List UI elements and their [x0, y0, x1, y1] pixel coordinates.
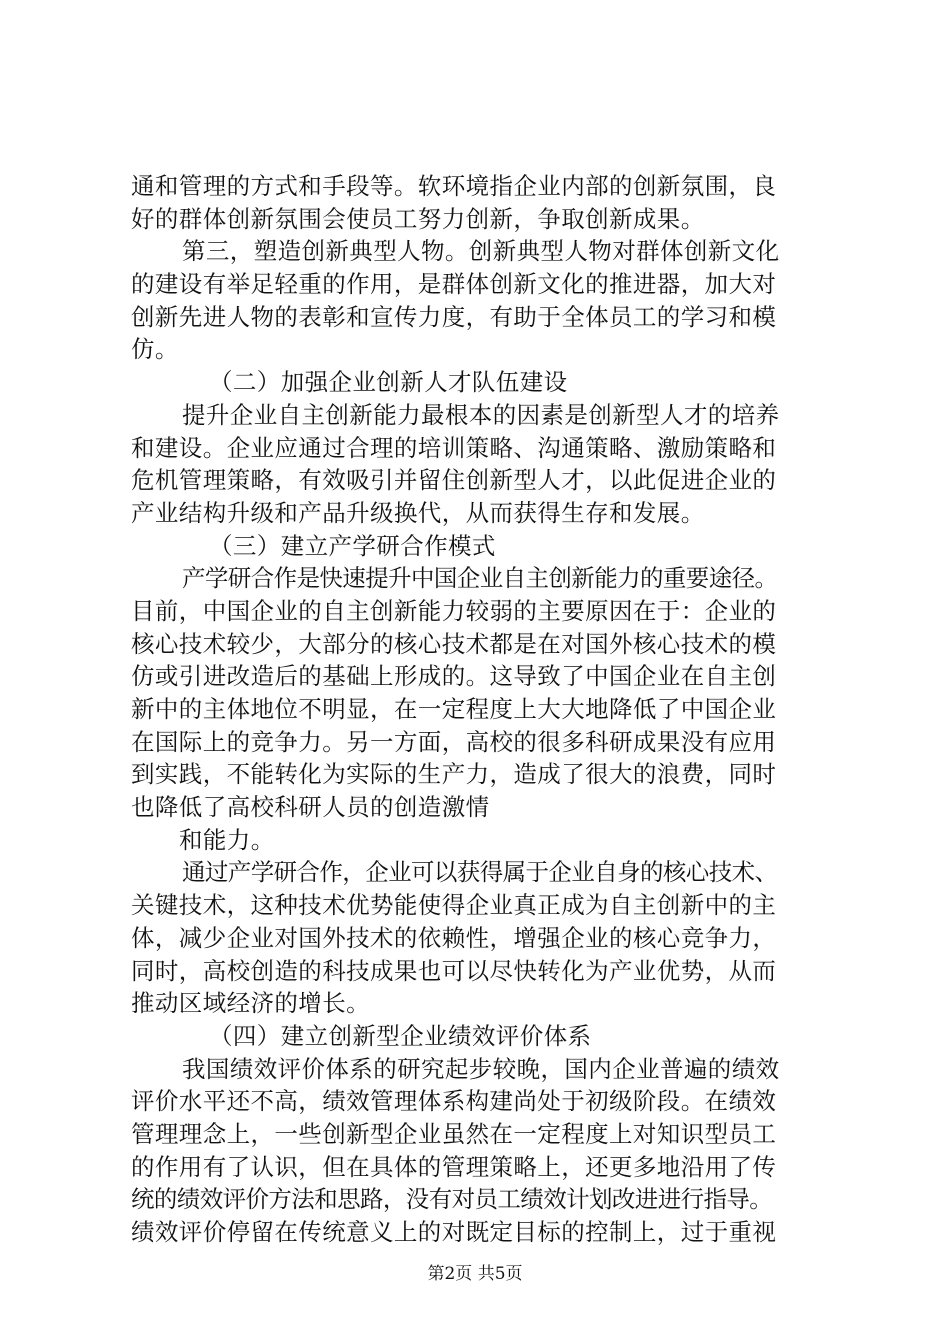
- text-line: 体，减少企业对国外技术的依赖性，增强企业的核心竞争力，: [131, 923, 777, 952]
- paragraph-start-line: 我国绩效评价体系的研究起步较晚，国内企业普遍的绩效: [182, 1054, 780, 1083]
- text-line: 到实践，不能转化为实际的生产力，造成了很大的浪费，同时: [131, 760, 777, 789]
- text-line: 同时，高校创造的科技成果也可以尽快转化为产业优势，从而: [131, 956, 777, 985]
- text-line: 危机管理策略，有效吸引并留住创新型人才，以此促进企业的: [131, 466, 777, 495]
- text-line: 在国际上的竞争力。另一方面，高校的很多科研成果没有应用: [131, 727, 777, 756]
- text-line: 管理理念上，一些创新型企业虽然在一定程度上对知识型员工: [131, 1119, 777, 1148]
- text-line: 评价水平还不高，绩效管理体系构建尚处于初级阶段。在绩效: [131, 1087, 777, 1116]
- text-line: 的作用有了认识，但在具体的管理策略上，还更多地沿用了传: [131, 1152, 777, 1181]
- text-line: 仿或引进改造后的基础上形成的。这导致了中国企业在自主创: [131, 662, 777, 691]
- text-line: 目前，中国企业的自主创新能力较弱的主要原因在于：企业的: [131, 596, 777, 625]
- section-heading: （二）加强企业创新人才队伍建设: [209, 368, 568, 397]
- text-line: 核心技术较少，大部分的核心技术都是在对国外核心技术的模: [131, 629, 777, 658]
- text-line: 创新先进人物的表彰和宣传力度，有助于全体员工的学习和模: [131, 302, 777, 331]
- page-number-footer: 第2页 共5页: [427, 1264, 523, 1284]
- text-line: 和能力。: [179, 825, 275, 854]
- text-line: 也降低了高校科研人员的创造激情: [131, 793, 490, 822]
- document-body: [131, 170, 831, 1249]
- text-line: 关键技术，这种技术优势能使得企业真正成为自主创新中的主: [131, 891, 777, 920]
- text-line: 产业结构升级和产品升级换代，从而获得生存和发展。: [131, 498, 705, 527]
- section-heading: （三）建立产学研合作模式: [209, 531, 496, 560]
- text-line: 绩效评价停留在传统意义上的对既定目标的控制上，过于重视: [131, 1218, 777, 1246]
- section-heading: （四）建立创新型企业绩效评价体系: [209, 1021, 592, 1050]
- paragraph-start-line: 提升企业自主创新能力最根本的因素是创新型人才的培养: [182, 400, 780, 429]
- text-line: 通和管理的方式和手段等。软环境指企业内部的创新氛围，良: [131, 172, 777, 200]
- text-line: 推动区域经济的增长。: [131, 989, 370, 1018]
- text-line: 的建设有举足轻重的作用，是群体创新文化的推进器，加大对: [131, 270, 777, 299]
- text-line: 好的群体创新氛围会使员工努力创新，争取创新成果。: [131, 204, 705, 233]
- text-line: 和建设。企业应通过合理的培训策略、沟通策略、激励策略和: [131, 433, 777, 462]
- paragraph-start-line: 第三，塑造创新典型人物。创新典型人物对群体创新文化: [182, 237, 780, 266]
- text-line: 统的绩效评价方法和思路，没有对员工绩效计划改进进行指导。: [131, 1185, 773, 1214]
- paragraph-start-line: 通过产学研合作，企业可以获得属于企业自身的核心技术、: [182, 858, 778, 887]
- text-line: 新中的主体地位不明显，在一定程度上大大地降低了中国企业: [131, 695, 777, 723]
- paragraph-start-line: 产学研合作是快速提升中国企业自主创新能力的重要途径。: [182, 564, 778, 593]
- text-line: 仿。: [131, 335, 179, 364]
